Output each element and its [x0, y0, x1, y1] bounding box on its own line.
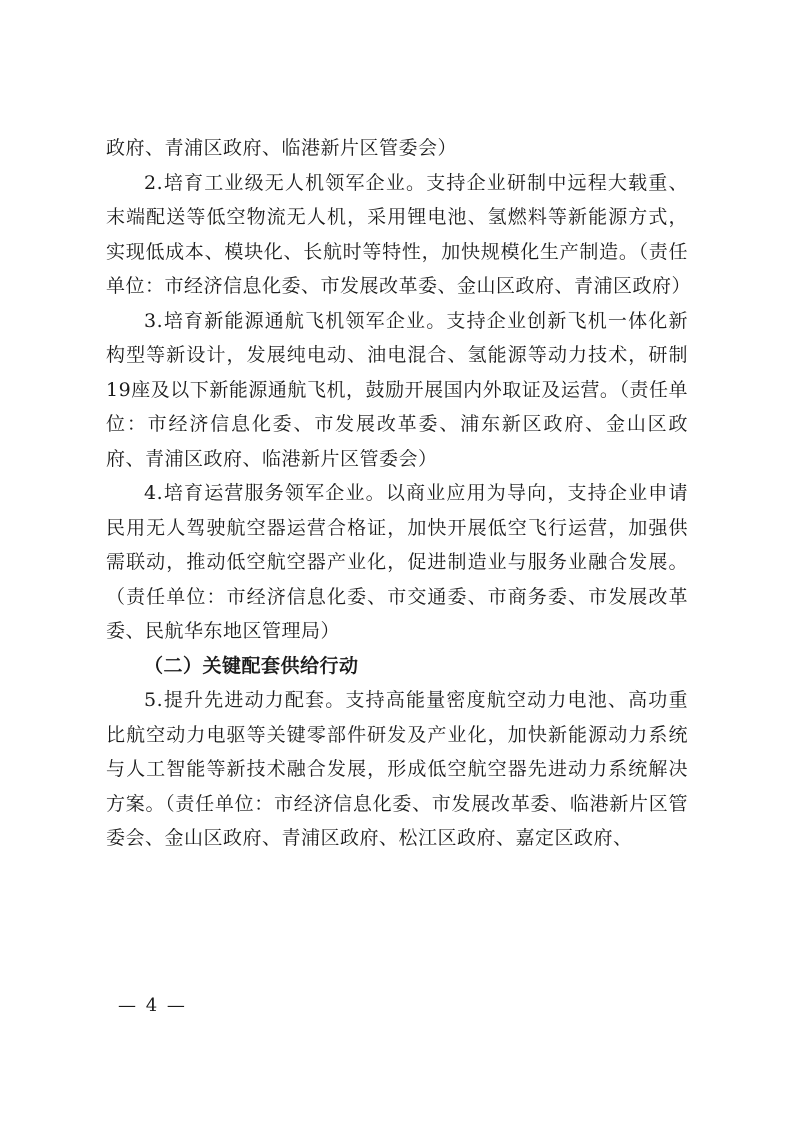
section-heading: （二）关键配套供给行动 — [144, 654, 359, 677]
paragraph-2: 2.培育工业级无人机领军企业。支持企业研制中远程大载重、末端配送等低空物流无人机，采用锂电池、氢燃料等新能源方式，实现低成本、模块化、长航时等特性，加快规模化生产制造。（责任单位：市经济信息化委、市发展改革委、金山区政府、青浦区政府） — [106, 171, 692, 297]
paragraph-5: 5.提升先进动力配套。支持高能量密度航空动力电池、高功重比航空动力电驱等关键零部件研发及产业化，加快新能源动力系统与人工智能等新技术融合发展，形成低空航空器先进动力系统解决方案。（责任单位：市经济信息化委、市发展改革委、临港新片区管委会、金山区政府、青浦区政府、松江区政府、嘉定区政府、 — [106, 689, 688, 849]
paragraph-4: 4.培育运营服务领军企业。以商业应用为导向，支持企业申请民用无人驾驶航空器运营合格证，加快开展低空飞行运营，加强供需联动，推动低空航空器产业化，促进制造业与服务业融合发展。（责任单位：市经济信息化委、市交通委、市商务委、市发展改革委、民航华东地区管理局） — [106, 482, 688, 642]
paragraph-1: 政府、青浦区政府、临港新片区管委会） — [106, 137, 458, 159]
paragraph-3: 3.培育新能源通航飞机领军企业。支持企业创新飞机一体化新构型等新设计，发展纯电动、油电混合、氢能源等动力技术，研制19座及以下新能源通航飞机，鼓励开展国内外取证及运营。（责任单位：市经济信息化委、市发展改革委、浦东新区政府、金山区政府、青浦区政府、临港新片区管委会） — [106, 309, 688, 470]
page-number: — 4 — — [118, 995, 187, 1016]
document-body — [106, 131, 692, 856]
